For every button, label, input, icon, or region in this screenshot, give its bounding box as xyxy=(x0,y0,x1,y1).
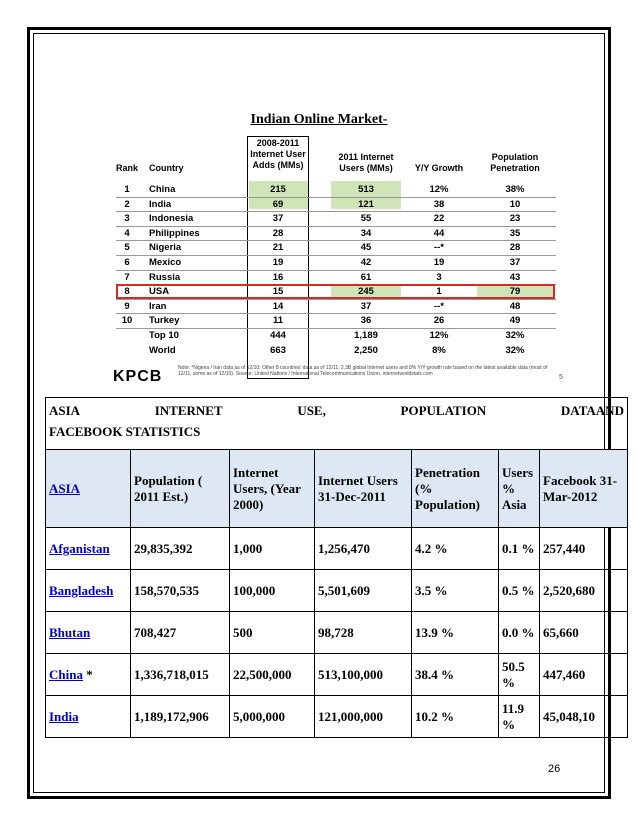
figure-cell-users: 513 xyxy=(358,184,374,195)
figure-cell-pen: 10 xyxy=(509,198,521,210)
figure-cell-growth: 1 xyxy=(436,286,442,298)
col-penetration: Penetration (% Population) xyxy=(412,450,499,528)
figure-cell-users: 55 xyxy=(360,213,372,225)
figure-cell-growth: 12% xyxy=(429,184,449,195)
figure-cell-rank: 7 xyxy=(124,271,130,283)
header-penetration: Population Penetration xyxy=(490,152,540,173)
figure-row xyxy=(104,212,574,226)
figure-cell-users: 245 xyxy=(358,286,374,298)
figure-cell-rank: 6 xyxy=(124,257,130,268)
figure-row xyxy=(104,227,574,241)
country-link[interactable]: Afganistan xyxy=(49,540,110,556)
kpcb-logo: KPCB xyxy=(113,368,163,385)
col-internet-2000: Internet Users, (Year 2000) xyxy=(230,450,315,528)
cell-users-2011: 513,100,000 xyxy=(315,654,412,696)
figure-row xyxy=(104,183,574,197)
usa-highlight-box xyxy=(116,284,555,299)
cell-users-2000: 500 xyxy=(230,612,315,654)
figure-cell-pen: 79 xyxy=(509,286,521,298)
cell-users-asia: 0.0 % xyxy=(499,612,540,654)
country-link[interactable]: India xyxy=(49,708,79,724)
figure-cell-users: 121 xyxy=(358,198,374,210)
country-cell xyxy=(46,570,131,612)
figure-cell-country: Top 10 xyxy=(149,330,179,341)
figure-cell-country: India xyxy=(149,198,172,210)
country-link[interactable]: Bangladesh xyxy=(49,582,114,598)
title-word: INTERNET xyxy=(154,403,223,418)
cell-population: 1,189,172,906 xyxy=(131,696,230,738)
col-internet-2011: Internet Users 31-Dec-2011 xyxy=(315,450,412,528)
figure-row xyxy=(104,198,574,212)
figure-cell-pen: 23 xyxy=(509,213,521,225)
figure-cell-adds: 444 xyxy=(270,330,286,341)
figure-cell-country: Philippines xyxy=(149,227,200,239)
figure-cell-rank: 10 xyxy=(121,315,133,327)
figure-cell-country: USA xyxy=(149,286,170,298)
col-population: Population ( 2011 Est.) xyxy=(131,450,230,528)
country-link[interactable]: Bhutan xyxy=(49,624,91,640)
figure-cell-pen: 49 xyxy=(509,315,521,327)
cell-population: 1,336,718,015 xyxy=(131,654,230,696)
figure-row xyxy=(104,241,574,255)
country-cell xyxy=(46,654,131,696)
col-users-asia: Users % Asia xyxy=(499,450,540,528)
figure-total-row xyxy=(104,344,574,358)
figure-cell-rank: 4 xyxy=(124,227,130,239)
cell-penetration: 4.2 % xyxy=(412,528,499,570)
cell-population: 708,427 xyxy=(131,612,230,654)
col-asia[interactable]: ASIA xyxy=(46,450,131,528)
cell-users-2011: 121,000,000 xyxy=(315,696,412,738)
figure-cell-rank: 9 xyxy=(124,300,130,312)
figure-cell-adds: 663 xyxy=(270,344,286,356)
figure-cell-growth: 3 xyxy=(436,271,442,283)
kpcb-figure xyxy=(104,136,574,386)
figure-cell-pen: 48 xyxy=(509,300,521,312)
country-suffix: * xyxy=(82,666,93,682)
table-row xyxy=(46,696,628,738)
figure-cell-pen: 32% xyxy=(505,330,525,341)
cell-users-2000: 100,000 xyxy=(230,570,315,612)
figure-cell-growth: 22 xyxy=(433,213,445,225)
figure-cell-adds: 11 xyxy=(272,315,284,327)
figure-note: Note: *Nigeria / Iran data as of 12/10; Other 8 countries' data as of 12/11; 2.3B global Internet users and 8% Y/Y growth rate based on the latest available data (most of 12/11, some as of 12/10). Source: United Nations / International Telecommunications Union, internetworldstats.com xyxy=(178,365,548,377)
title-word: POPULATION xyxy=(400,403,487,418)
figure-row xyxy=(104,256,574,270)
cell-population: 158,570,535 xyxy=(131,570,230,612)
figure-cell-adds: 15 xyxy=(272,286,284,298)
figure-cell-country: Mexico xyxy=(149,257,182,268)
cell-penetration: 13.9 % xyxy=(412,612,499,654)
figure-cell-adds: 28 xyxy=(272,227,284,239)
figure-cell-country: World xyxy=(149,344,176,356)
figure-cell-country: Iran xyxy=(149,300,167,312)
figure-total-row xyxy=(104,329,574,343)
cell-users-2000: 5,000,000 xyxy=(230,696,315,738)
cell-users-2000: 1,000 xyxy=(230,528,315,570)
figure-cell-growth: 38 xyxy=(433,198,445,210)
figure-cell-pen: 38% xyxy=(505,184,525,195)
col-facebook: Facebook 31-Mar-2012 xyxy=(540,450,628,528)
figure-cell-growth: --* xyxy=(433,300,445,312)
figure-cell-adds: 19 xyxy=(272,257,284,268)
figure-cell-users: 36 xyxy=(360,315,372,327)
cell-users-2011: 5,501,609 xyxy=(315,570,412,612)
figure-cell-adds: 21 xyxy=(272,242,284,254)
cell-users-2011: 1,256,470 xyxy=(315,528,412,570)
page-number: 26 xyxy=(548,763,561,775)
figure-cell-adds: 16 xyxy=(272,271,284,283)
figure-row xyxy=(104,271,574,285)
figure-cell-country: Nigeria xyxy=(149,242,182,254)
header-adds: 2008-2011 Internet User Adds (MMs) xyxy=(250,138,306,170)
cell-facebook: 45,048,10 xyxy=(540,696,628,738)
figure-cell-adds: 37 xyxy=(272,213,284,225)
cell-penetration: 10.2 % xyxy=(412,696,499,738)
cell-users-2000: 22,500,000 xyxy=(230,654,315,696)
cell-facebook: 2,520,680 xyxy=(540,570,628,612)
figure-cell-adds: 69 xyxy=(272,198,284,210)
figure-cell-users: 37 xyxy=(360,300,372,312)
table-row xyxy=(46,570,628,612)
cell-users-2011: 98,728 xyxy=(315,612,412,654)
header-users: 2011 Internet Users (MMs) xyxy=(338,152,394,173)
figure-cell-users: 45 xyxy=(360,242,372,254)
country-link[interactable]: China xyxy=(49,666,83,682)
cell-users-asia: 0.5 % xyxy=(499,570,540,612)
figure-row xyxy=(104,314,574,328)
title-word: DATAAND xyxy=(560,403,624,418)
table-row xyxy=(46,612,628,654)
title-word: USE, xyxy=(297,403,326,418)
figure-row xyxy=(104,300,574,314)
figure-cell-rank: 2 xyxy=(124,198,130,210)
figure-cell-country: Russia xyxy=(149,271,181,283)
figure-cell-growth: 44 xyxy=(433,227,445,239)
figure-cell-users: 34 xyxy=(360,227,372,239)
figure-cell-pen: 28 xyxy=(509,242,521,254)
figure-cell-users: 61 xyxy=(360,271,372,283)
figure-cell-country: Indonesia xyxy=(149,213,194,225)
slide-number: 5 xyxy=(559,374,563,381)
title-line-2: FACEBOOK STATISTICS xyxy=(49,424,201,439)
header-rank: Rank xyxy=(115,163,138,173)
figure-cell-rank: 1 xyxy=(124,184,130,195)
header-growth: Y/Y Growth xyxy=(414,163,464,173)
table-row xyxy=(46,528,628,570)
figure-cell-rank: 5 xyxy=(124,242,130,254)
figure-cell-adds: 14 xyxy=(272,300,284,312)
cell-facebook: 65,660 xyxy=(540,612,628,654)
figure-cell-country: China xyxy=(149,184,176,195)
cell-population: 29,835,392 xyxy=(131,528,230,570)
figure-cell-growth: 19 xyxy=(433,257,445,268)
cell-penetration: 3.5 % xyxy=(412,570,499,612)
page-title: Indian Online Market- xyxy=(250,112,388,127)
cell-facebook: 447,460 xyxy=(540,654,628,696)
figure-cell-pen: 37 xyxy=(509,257,521,268)
cell-users-asia: 11.9 % xyxy=(499,696,540,738)
figure-cell-growth: 8% xyxy=(432,344,446,356)
figure-cell-pen: 35 xyxy=(509,227,521,239)
figure-cell-growth: 12% xyxy=(429,330,449,341)
figure-cell-users: 2,250 xyxy=(354,344,378,356)
cell-penetration: 38.4 % xyxy=(412,654,499,696)
figure-cell-rank: 3 xyxy=(124,213,130,225)
title-word: ASIA xyxy=(49,403,81,418)
asia-stats-table xyxy=(45,397,628,738)
figure-cell-pen: 32% xyxy=(505,344,525,356)
country-cell xyxy=(46,696,131,738)
figure-cell-growth: 26 xyxy=(433,315,445,327)
country-cell xyxy=(46,528,131,570)
figure-cell-growth: --* xyxy=(433,242,445,254)
figure-cell-rank: 8 xyxy=(124,286,130,298)
figure-cell-adds: 215 xyxy=(270,184,286,195)
cell-facebook: 257,440 xyxy=(540,528,628,570)
table-row xyxy=(46,654,628,696)
figure-cell-users: 42 xyxy=(360,257,372,268)
cell-users-asia: 0.1 % xyxy=(499,528,540,570)
figure-cell-users: 1,189 xyxy=(354,330,378,341)
figure-cell-pen: 43 xyxy=(509,271,521,283)
figure-cell-country: Turkey xyxy=(149,315,180,327)
table-title xyxy=(46,398,628,450)
country-cell xyxy=(46,612,131,654)
cell-users-asia: 50.5 % xyxy=(499,654,540,696)
header-country: Country xyxy=(149,163,184,173)
